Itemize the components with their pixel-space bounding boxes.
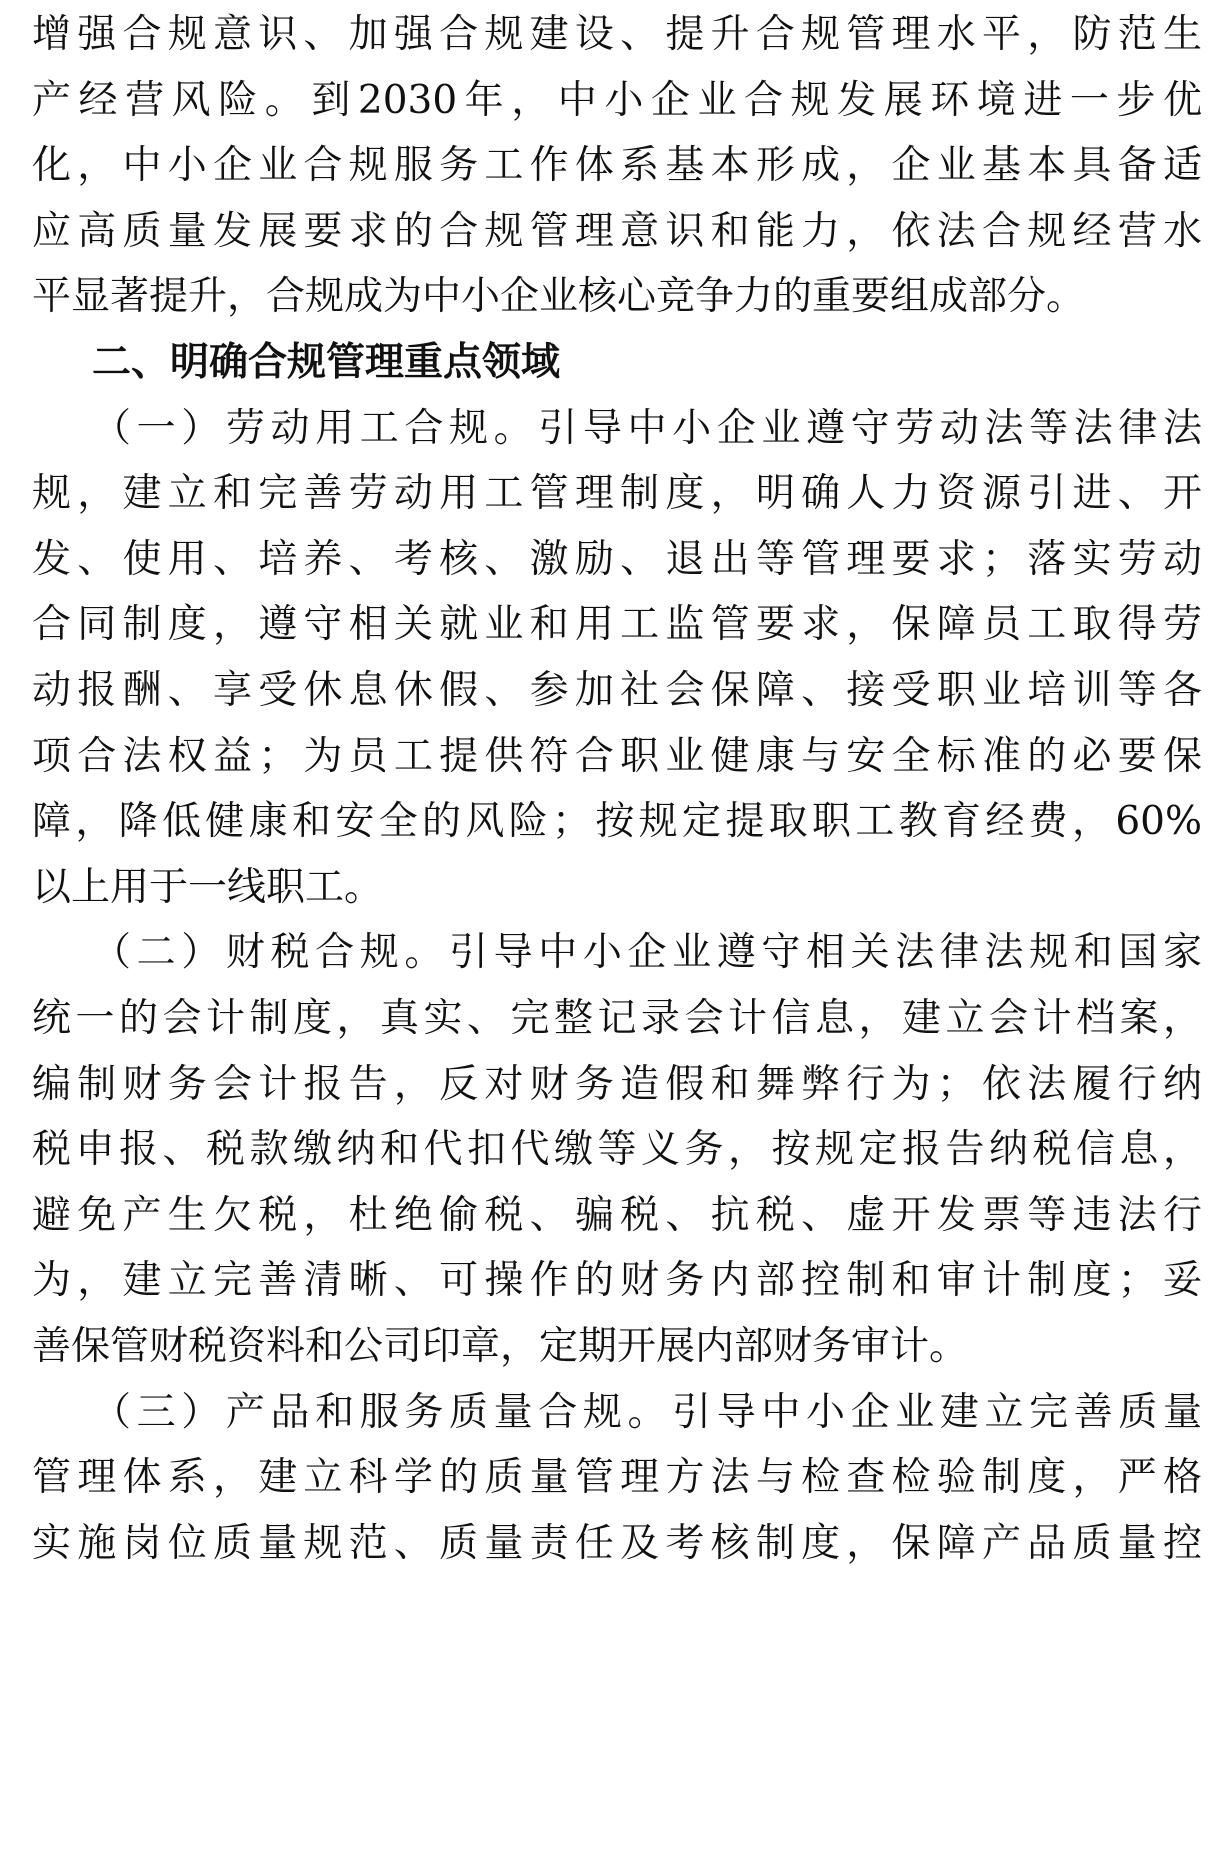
text-line: 障，降低健康和安全的风险；按规定提取职工教育经费，60% <box>32 799 1202 845</box>
text-line: 合同制度，遵守相关就业和用工监管要求，保障员工取得劳 <box>32 602 1202 648</box>
text-line: 应高质量发展要求的合规管理意识和能力，依法合规经营水 <box>32 208 1202 254</box>
text-line: 平显著提升，合规成为中小企业核心竞争力的重要组成部分。 <box>32 274 1086 320</box>
text-line: 善保管财税资料和公司印章，定期开展内部财务审计。 <box>32 1324 969 1369</box>
text-line: （二）财税合规。引导中小企业遵守相关法律法规和国家 <box>92 930 1202 976</box>
text-line: 管理体系，建立科学的质量管理方法与检查检验制度，严格 <box>32 1455 1202 1501</box>
text-line: 增强合规意识、加强合规建设、提升合规管理水平，防范生 <box>32 12 1202 57</box>
text-line: 项合法权益；为员工提供符合职业健康与安全标准的必要保 <box>32 733 1202 779</box>
text-line: 实施岗位质量规范、质量责任及考核制度，保障产品质量控 <box>32 1520 1202 1566</box>
section-heading: 二、明确合规管理重点领域 <box>92 340 561 385</box>
text-line: 动报酬、享受休息休假、参加社会保障、接受职业培训等各 <box>32 668 1202 713</box>
text-line: 税申报、税款缴纳和代扣代缴等义务，按规定报告纳税信息， <box>32 1127 1202 1173</box>
text-line: 统一的会计制度，真实、完整记录会计信息，建立会计档案， <box>32 996 1202 1041</box>
text-line: 产经营风险。到2030年，中小企业合规发展环境进一步优 <box>32 77 1202 123</box>
text-line: （三）产品和服务质量合规。引导中小企业建立完善质量 <box>92 1389 1202 1435</box>
text-line: 发、使用、培养、考核、激励、退出等管理要求；落实劳动 <box>32 536 1202 582</box>
text-line: 为，建立完善清晰、可操作的财务内部控制和审计制度；妥 <box>32 1258 1202 1304</box>
text-line: （一）劳动用工合规。引导中小企业遵守劳动法等法律法 <box>92 405 1202 451</box>
text-line: 避免产生欠税，杜绝偷税、骗税、抗税、虚开发票等违法行 <box>32 1192 1202 1238</box>
text-line: 化，中小企业合规服务工作体系基本形成，企业基本具备适 <box>32 143 1202 189</box>
text-line: 以上用于一线职工。 <box>32 864 384 910</box>
text-line: 编制财务会计报告，反对财务造假和舞弊行为；依法履行纳 <box>32 1061 1202 1107</box>
text-line: 规，建立和完善劳动用工管理制度，明确人力资源引进、开 <box>32 471 1202 517</box>
